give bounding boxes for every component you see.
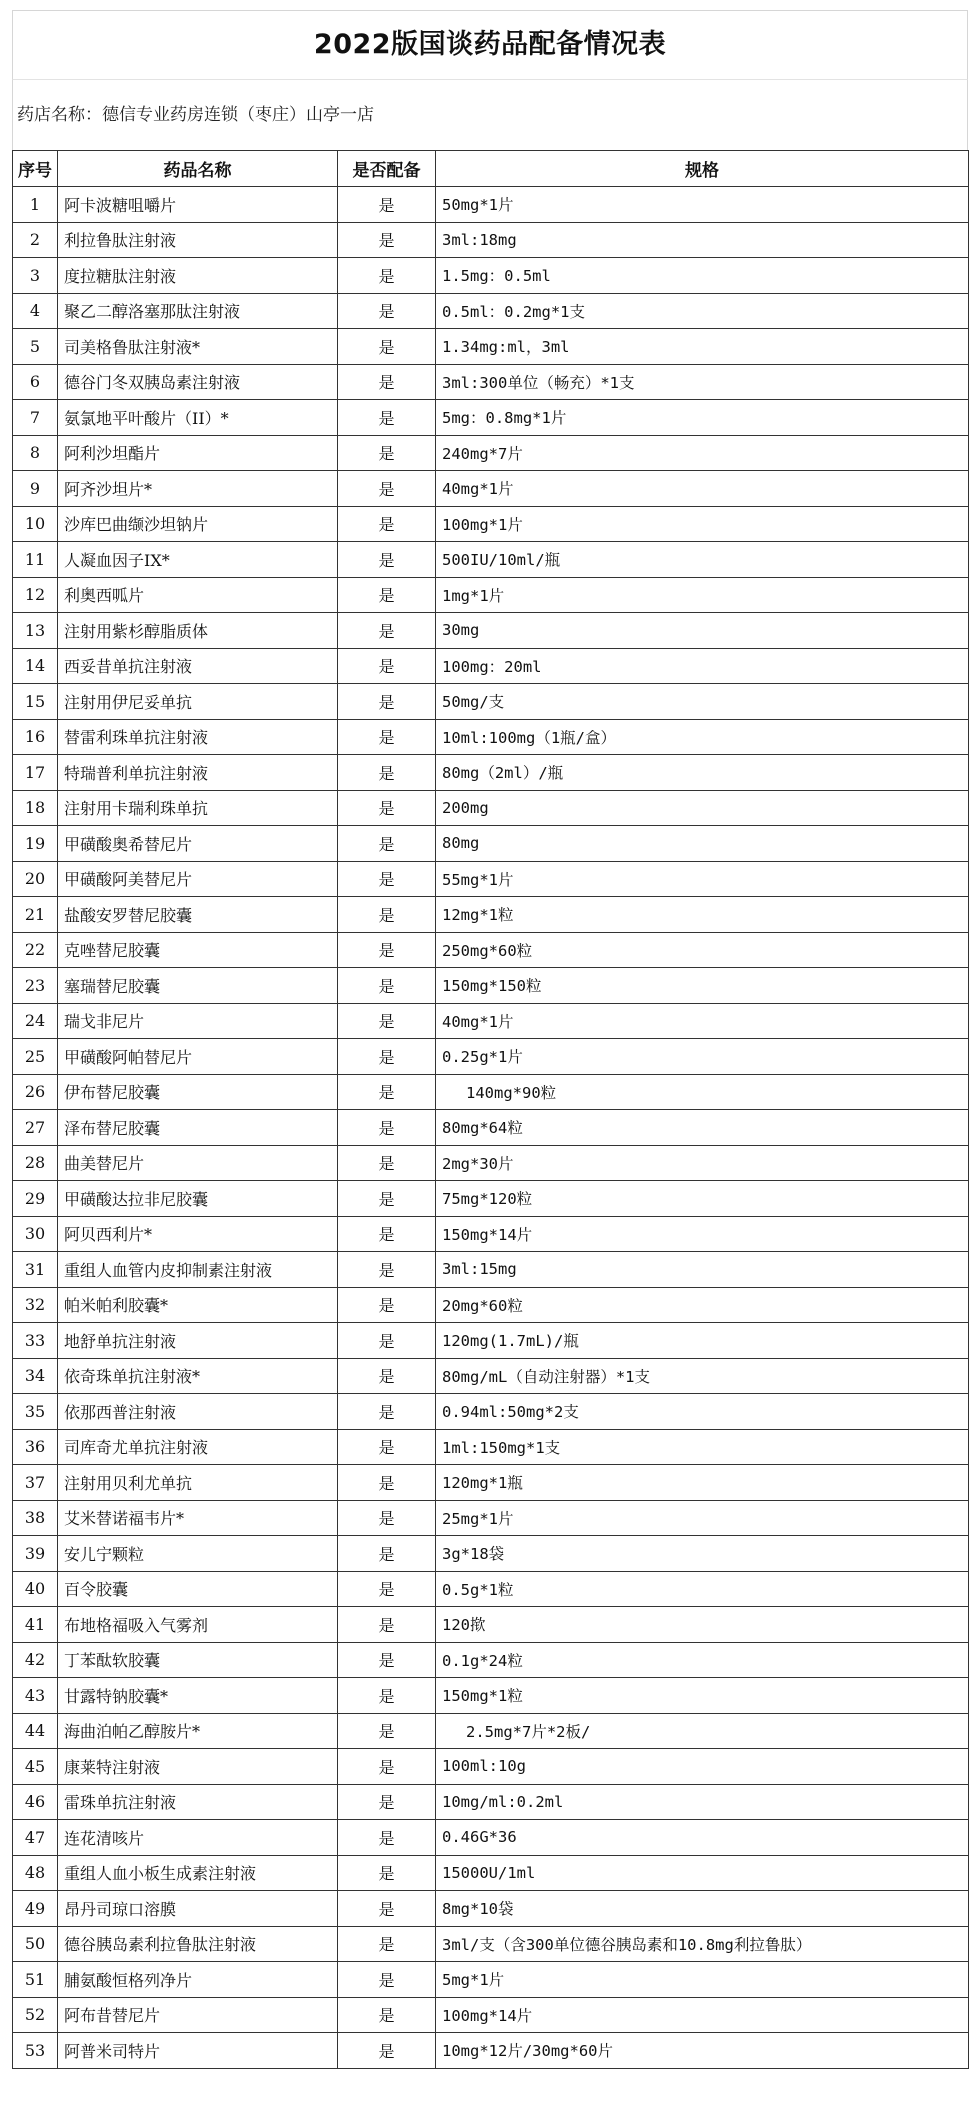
table-row: [13, 826, 969, 862]
spec-cell: 100mg*14片: [436, 1997, 969, 2033]
drug-name-cell: 克唑替尼胶囊: [58, 932, 338, 968]
table-row: [13, 1891, 969, 1927]
drug-name-cell: 昂丹司琼口溶膜: [58, 1891, 338, 1927]
table-row: [13, 1962, 969, 1998]
drug-name-cell: 甲磺酸阿帕替尼片: [58, 1039, 338, 1075]
drug-name-cell: 司库奇尤单抗注射液: [58, 1429, 338, 1465]
row-number: 22: [13, 932, 58, 968]
table-row: [13, 1536, 969, 1572]
table-row: [13, 577, 969, 613]
spec-cell: 30mg: [436, 613, 969, 649]
table-row: [13, 471, 969, 507]
row-number: 21: [13, 897, 58, 933]
equipped-cell: 是: [338, 329, 436, 365]
header-row: [13, 151, 969, 187]
equipped-cell: 是: [338, 861, 436, 897]
drug-name-cell: 布地格福吸入气雾剂: [58, 1607, 338, 1643]
table-row: [13, 1110, 969, 1146]
equipped-cell: 是: [338, 258, 436, 294]
drug-table: [12, 150, 969, 2069]
spec-cell: 5mg*1片: [436, 1962, 969, 1998]
drug-name-cell: 阿利沙坦酯片: [58, 435, 338, 471]
drug-name-cell: 伊布替尼胶囊: [58, 1074, 338, 1110]
drug-name-cell: 阿卡波糖咀嚼片: [58, 187, 338, 223]
spec-cell: 2mg*30片: [436, 1145, 969, 1181]
spec-cell: 8mg*10袋: [436, 1891, 969, 1927]
spec-cell: 10mg*12片/30mg*60片: [436, 2033, 969, 2069]
equipped-cell: 是: [338, 1216, 436, 1252]
equipped-cell: 是: [338, 471, 436, 507]
equipped-cell: 是: [338, 222, 436, 258]
page-title: 2022版国谈药品配备情况表: [12, 10, 968, 79]
table-row: [13, 719, 969, 755]
header-no: 序号: [13, 151, 58, 187]
drug-name-cell: 利拉鲁肽注射液: [58, 222, 338, 258]
drug-name-cell: 盐酸安罗替尼胶囊: [58, 897, 338, 933]
table-row: [13, 1855, 969, 1891]
row-number: 46: [13, 1784, 58, 1820]
drug-name-cell: 氨氯地平叶酸片（II）*: [58, 400, 338, 436]
table-row: [13, 1394, 969, 1430]
row-number: 12: [13, 577, 58, 613]
table-row: [13, 1997, 969, 2033]
spec-cell: 3ml:15mg: [436, 1252, 969, 1288]
table-row: [13, 1500, 969, 1536]
equipped-cell: 是: [338, 2033, 436, 2069]
equipped-cell: 是: [338, 1394, 436, 1430]
table-row: [13, 1926, 969, 1962]
equipped-cell: 是: [338, 1713, 436, 1749]
equipped-cell: 是: [338, 1962, 436, 1998]
table-row: [13, 1642, 969, 1678]
table-row: [13, 968, 969, 1004]
spec-cell: 0.94ml:50mg*2支: [436, 1394, 969, 1430]
row-number: 48: [13, 1855, 58, 1891]
row-number: 30: [13, 1216, 58, 1252]
table-row: [13, 1607, 969, 1643]
equipped-cell: 是: [338, 1784, 436, 1820]
spec-cell: 10mg/ml:0.2ml: [436, 1784, 969, 1820]
spec-cell: 1mg*1片: [436, 577, 969, 613]
row-number: 39: [13, 1536, 58, 1572]
equipped-cell: 是: [338, 1926, 436, 1962]
spec-cell: 1.34mg:ml，3ml: [436, 329, 969, 365]
drug-name-cell: 重组人血小板生成素注射液: [58, 1855, 338, 1891]
drug-name-cell: 甲磺酸达拉非尼胶囊: [58, 1181, 338, 1217]
spec-cell: 100mg：20ml: [436, 648, 969, 684]
drug-name-cell: 注射用伊尼妥单抗: [58, 684, 338, 720]
drug-name-cell: 注射用贝利尤单抗: [58, 1465, 338, 1501]
row-number: 38: [13, 1500, 58, 1536]
table-row: [13, 1252, 969, 1288]
header-equipped: 是否配备: [338, 151, 436, 187]
row-number: 17: [13, 755, 58, 791]
table-row: [13, 1749, 969, 1785]
equipped-cell: 是: [338, 790, 436, 826]
equipped-cell: 是: [338, 1536, 436, 1572]
row-number: 2: [13, 222, 58, 258]
table-row: [13, 1820, 969, 1856]
spec-cell: 40mg*1片: [436, 1003, 969, 1039]
table-row: [13, 222, 969, 258]
spec-cell: 3ml:18mg: [436, 222, 969, 258]
drug-name-cell: 阿普米司特片: [58, 2033, 338, 2069]
row-number: 13: [13, 613, 58, 649]
table-row: [13, 1039, 969, 1075]
row-number: 45: [13, 1749, 58, 1785]
row-number: 36: [13, 1429, 58, 1465]
table-row: [13, 1216, 969, 1252]
drug-name-cell: 特瑞普利单抗注射液: [58, 755, 338, 791]
drug-name-cell: 帕米帕利胶囊*: [58, 1287, 338, 1323]
row-number: 41: [13, 1607, 58, 1643]
row-number: 35: [13, 1394, 58, 1430]
equipped-cell: 是: [338, 1358, 436, 1394]
equipped-cell: 是: [338, 1252, 436, 1288]
drug-name-cell: 康莱特注射液: [58, 1749, 338, 1785]
spec-cell: 140mg*90粒: [436, 1074, 969, 1110]
equipped-cell: 是: [338, 932, 436, 968]
row-number: 24: [13, 1003, 58, 1039]
spec-cell: 500IU/10ml/瓶: [436, 542, 969, 578]
spec-cell: 120mg*1瓶: [436, 1465, 969, 1501]
equipped-cell: 是: [338, 1642, 436, 1678]
spec-cell: 150mg*150粒: [436, 968, 969, 1004]
table-row: [13, 258, 969, 294]
spec-cell: 3g*18袋: [436, 1536, 969, 1572]
table-row: [13, 1287, 969, 1323]
table-row: [13, 1784, 969, 1820]
spec-cell: 1.5mg：0.5ml: [436, 258, 969, 294]
spec-cell: 200mg: [436, 790, 969, 826]
drug-name-cell: 利奥西呱片: [58, 577, 338, 613]
spec-cell: 12mg*1粒: [436, 897, 969, 933]
spec-cell: 50mg*1片: [436, 187, 969, 223]
table-row: [13, 435, 969, 471]
row-number: 50: [13, 1926, 58, 1962]
spec-cell: 5mg：0.8mg*1片: [436, 400, 969, 436]
equipped-cell: 是: [338, 684, 436, 720]
row-number: 11: [13, 542, 58, 578]
equipped-cell: 是: [338, 1074, 436, 1110]
table-row: [13, 187, 969, 223]
drug-name-cell: 沙库巴曲缬沙坦钠片: [58, 506, 338, 542]
row-number: 27: [13, 1110, 58, 1146]
equipped-cell: 是: [338, 1607, 436, 1643]
drug-name-cell: 阿齐沙坦片*: [58, 471, 338, 507]
equipped-cell: 是: [338, 506, 436, 542]
header-spec: 规格: [436, 151, 969, 187]
row-number: 18: [13, 790, 58, 826]
table-row: [13, 1358, 969, 1394]
row-number: 14: [13, 648, 58, 684]
equipped-cell: 是: [338, 1039, 436, 1075]
spec-cell: 100ml:10g: [436, 1749, 969, 1785]
row-number: 47: [13, 1820, 58, 1856]
row-number: 16: [13, 719, 58, 755]
equipped-cell: 是: [338, 1003, 436, 1039]
drug-name-cell: 甲磺酸阿美替尼片: [58, 861, 338, 897]
equipped-cell: 是: [338, 577, 436, 613]
spec-cell: 0.5ml：0.2mg*1支: [436, 293, 969, 329]
row-number: 10: [13, 506, 58, 542]
table-row: [13, 1465, 969, 1501]
row-number: 26: [13, 1074, 58, 1110]
table-row: [13, 790, 969, 826]
spec-cell: 120揿: [436, 1607, 969, 1643]
drug-name-cell: 阿布昔替尼片: [58, 1997, 338, 2033]
drug-name-cell: 司美格鲁肽注射液*: [58, 329, 338, 365]
equipped-cell: 是: [338, 364, 436, 400]
equipped-cell: 是: [338, 1855, 436, 1891]
row-number: 43: [13, 1678, 58, 1714]
drug-name-cell: 瑞戈非尼片: [58, 1003, 338, 1039]
table-row: [13, 293, 969, 329]
spec-cell: 80mg*64粒: [436, 1110, 969, 1146]
table-row: [13, 2033, 969, 2069]
spec-cell: 80mg（2ml）/瓶: [436, 755, 969, 791]
drug-name-cell: 甲磺酸奥希替尼片: [58, 826, 338, 862]
table-row: [13, 364, 969, 400]
table-row: [13, 542, 969, 578]
row-number: 34: [13, 1358, 58, 1394]
row-number: 6: [13, 364, 58, 400]
spec-cell: 0.5g*1粒: [436, 1571, 969, 1607]
spec-cell: 0.46G*36: [436, 1820, 969, 1856]
equipped-cell: 是: [338, 400, 436, 436]
equipped-cell: 是: [338, 1429, 436, 1465]
equipped-cell: 是: [338, 826, 436, 862]
table-row: [13, 1145, 969, 1181]
equipped-cell: 是: [338, 1323, 436, 1359]
equipped-cell: 是: [338, 613, 436, 649]
row-number: 9: [13, 471, 58, 507]
equipped-cell: 是: [338, 187, 436, 223]
equipped-cell: 是: [338, 1571, 436, 1607]
drug-name-cell: 聚乙二醇洛塞那肽注射液: [58, 293, 338, 329]
row-number: 19: [13, 826, 58, 862]
drug-name-cell: 甘露特钠胶囊*: [58, 1678, 338, 1714]
equipped-cell: 是: [338, 1500, 436, 1536]
spec-cell: 40mg*1片: [436, 471, 969, 507]
drug-name-cell: 曲美替尼片: [58, 1145, 338, 1181]
spec-cell: 80mg: [436, 826, 969, 862]
spec-cell: 2.5mg*7片*2板/: [436, 1713, 969, 1749]
drug-name-cell: 阿贝西利片*: [58, 1216, 338, 1252]
spec-cell: 75mg*120粒: [436, 1181, 969, 1217]
equipped-cell: 是: [338, 755, 436, 791]
row-number: 15: [13, 684, 58, 720]
equipped-cell: 是: [338, 293, 436, 329]
table-row: [13, 861, 969, 897]
drug-name-cell: 百令胶囊: [58, 1571, 338, 1607]
row-number: 7: [13, 400, 58, 436]
drug-name-cell: 脯氨酸恒格列净片: [58, 1962, 338, 1998]
equipped-cell: 是: [338, 897, 436, 933]
drug-name-cell: 地舒单抗注射液: [58, 1323, 338, 1359]
equipped-cell: 是: [338, 1749, 436, 1785]
table-row: [13, 1181, 969, 1217]
spec-cell: 150mg*1粒: [436, 1678, 969, 1714]
drug-name-cell: 德谷胰岛素利拉鲁肽注射液: [58, 1926, 338, 1962]
table-row: [13, 1074, 969, 1110]
equipped-cell: 是: [338, 1287, 436, 1323]
row-number: 44: [13, 1713, 58, 1749]
equipped-cell: 是: [338, 1678, 436, 1714]
row-number: 40: [13, 1571, 58, 1607]
header-drug-name: 药品名称: [58, 151, 338, 187]
row-number: 49: [13, 1891, 58, 1927]
row-number: 53: [13, 2033, 58, 2069]
equipped-cell: 是: [338, 1820, 436, 1856]
drug-name-cell: 丁苯酞软胶囊: [58, 1642, 338, 1678]
table-row: [13, 400, 969, 436]
drug-name-cell: 注射用卡瑞利珠单抗: [58, 790, 338, 826]
spec-cell: 150mg*14片: [436, 1216, 969, 1252]
drug-name-cell: 依那西普注射液: [58, 1394, 338, 1430]
equipped-cell: 是: [338, 1891, 436, 1927]
spec-cell: 100mg*1片: [436, 506, 969, 542]
table-row: [13, 1429, 969, 1465]
table-row: [13, 755, 969, 791]
drug-name-cell: 依奇珠单抗注射液*: [58, 1358, 338, 1394]
row-number: 20: [13, 861, 58, 897]
row-number: 37: [13, 1465, 58, 1501]
drug-name-cell: 泽布替尼胶囊: [58, 1110, 338, 1146]
equipped-cell: 是: [338, 1110, 436, 1146]
spec-cell: 3ml/支（含300单位德谷胰岛素和10.8mg利拉鲁肽）: [436, 1926, 969, 1962]
row-number: 32: [13, 1287, 58, 1323]
equipped-cell: 是: [338, 1181, 436, 1217]
spec-cell: 10ml:100mg（1瓶/盒）: [436, 719, 969, 755]
row-number: 5: [13, 329, 58, 365]
row-number: 52: [13, 1997, 58, 2033]
row-number: 33: [13, 1323, 58, 1359]
table-row: [13, 1323, 969, 1359]
row-number: 1: [13, 187, 58, 223]
table-row: [13, 613, 969, 649]
table-row: [13, 506, 969, 542]
table-row: [13, 1571, 969, 1607]
spec-cell: 240mg*7片: [436, 435, 969, 471]
equipped-cell: 是: [338, 648, 436, 684]
table-row: [13, 1003, 969, 1039]
spec-cell: 20mg*60粒: [436, 1287, 969, 1323]
spec-cell: 1ml:150mg*1支: [436, 1429, 969, 1465]
row-number: 8: [13, 435, 58, 471]
drug-name-cell: 重组人血管内皮抑制素注射液: [58, 1252, 338, 1288]
drug-name-cell: 安儿宁颗粒: [58, 1536, 338, 1572]
spec-cell: 250mg*60粒: [436, 932, 969, 968]
row-number: 23: [13, 968, 58, 1004]
equipped-cell: 是: [338, 719, 436, 755]
equipped-cell: 是: [338, 1145, 436, 1181]
drug-name-cell: 海曲泊帕乙醇胺片*: [58, 1713, 338, 1749]
drug-name-cell: 德谷门冬双胰岛素注射液: [58, 364, 338, 400]
store-name: 药店名称：德信专业药房连锁（枣庄）山亭一店: [12, 79, 968, 150]
spec-cell: 120mg(1.7mL)/瓶: [436, 1323, 969, 1359]
table-body: [13, 187, 969, 2069]
spec-cell: 25mg*1片: [436, 1500, 969, 1536]
equipped-cell: 是: [338, 1465, 436, 1501]
row-number: 42: [13, 1642, 58, 1678]
table-row: [13, 932, 969, 968]
spec-cell: 55mg*1片: [436, 861, 969, 897]
spec-cell: 50mg/支: [436, 684, 969, 720]
spec-cell: 80mg/mL（自动注射器）*1支: [436, 1358, 969, 1394]
row-number: 31: [13, 1252, 58, 1288]
table-row: [13, 1713, 969, 1749]
row-number: 51: [13, 1962, 58, 1998]
table-row: [13, 1678, 969, 1714]
row-number: 29: [13, 1181, 58, 1217]
drug-name-cell: 连花清咳片: [58, 1820, 338, 1856]
row-number: 3: [13, 258, 58, 294]
drug-name-cell: 塞瑞替尼胶囊: [58, 968, 338, 1004]
drug-name-cell: 艾米替诺福韦片*: [58, 1500, 338, 1536]
drug-name-cell: 雷珠单抗注射液: [58, 1784, 338, 1820]
row-number: 28: [13, 1145, 58, 1181]
table-row: [13, 897, 969, 933]
spec-cell: 0.25g*1片: [436, 1039, 969, 1075]
row-number: 4: [13, 293, 58, 329]
table-row: [13, 648, 969, 684]
drug-name-cell: 人凝血因子IX*: [58, 542, 338, 578]
equipped-cell: 是: [338, 968, 436, 1004]
spec-cell: 3ml:300单位（畅充）*1支: [436, 364, 969, 400]
spec-cell: 0.1g*24粒: [436, 1642, 969, 1678]
drug-name-cell: 度拉糖肽注射液: [58, 258, 338, 294]
table-row: [13, 329, 969, 365]
spreadsheet: [12, 10, 968, 2069]
equipped-cell: 是: [338, 435, 436, 471]
equipped-cell: 是: [338, 542, 436, 578]
row-number: 25: [13, 1039, 58, 1075]
equipped-cell: 是: [338, 1997, 436, 2033]
drug-name-cell: 注射用紫杉醇脂质体: [58, 613, 338, 649]
drug-name-cell: 西妥昔单抗注射液: [58, 648, 338, 684]
table-row: [13, 684, 969, 720]
drug-name-cell: 替雷利珠单抗注射液: [58, 719, 338, 755]
spec-cell: 15000U/1ml: [436, 1855, 969, 1891]
